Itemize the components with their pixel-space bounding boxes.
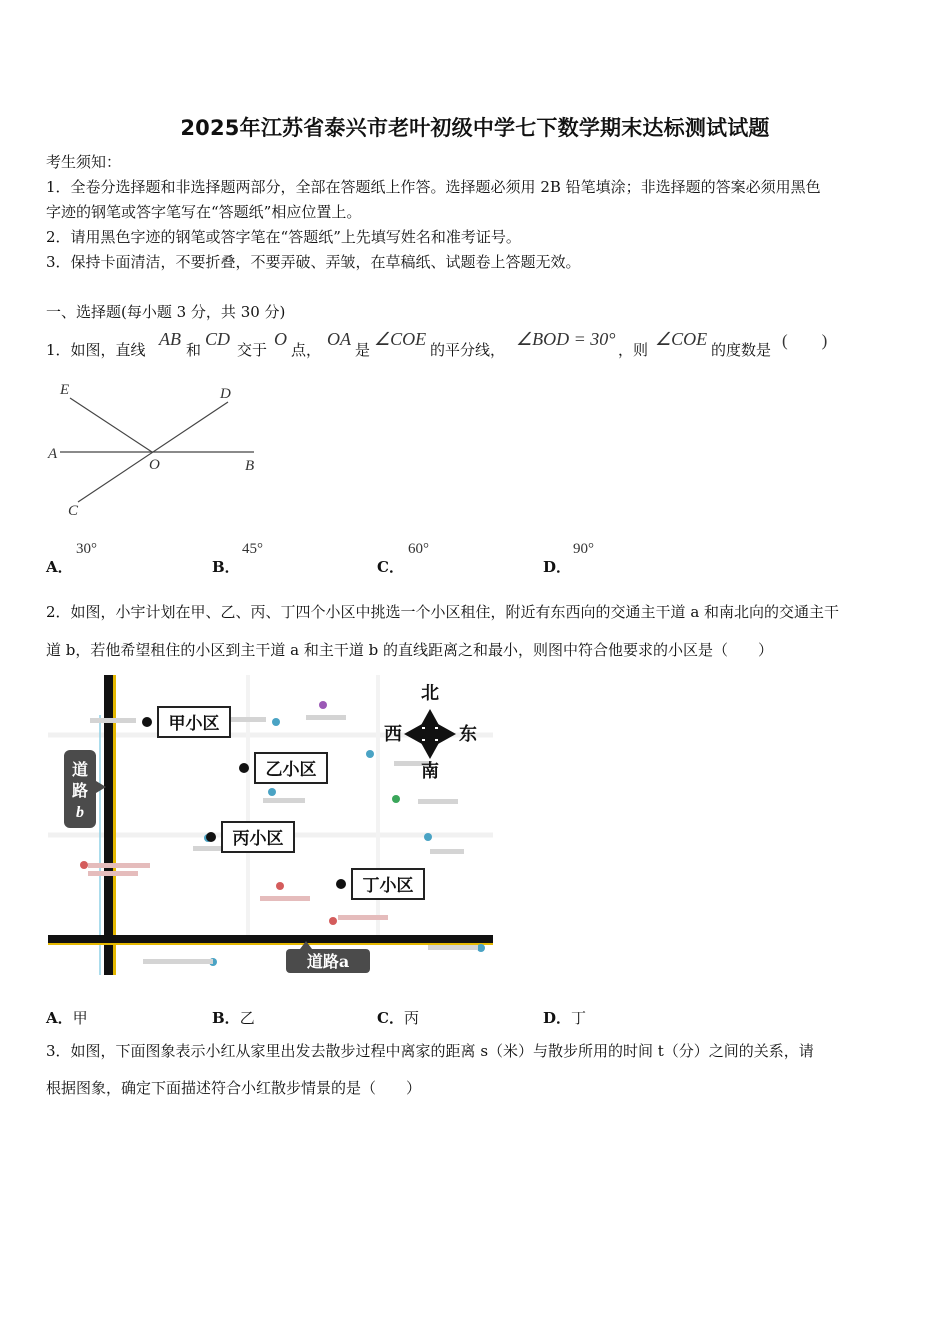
jia-marker <box>142 717 152 727</box>
q1-math-ab: AB <box>159 329 181 349</box>
compass-south: 南 <box>421 761 439 782</box>
q1-math-cd: CD <box>205 329 231 349</box>
q2-option-b[interactable] <box>212 1007 255 1028</box>
q2-map <box>48 675 493 975</box>
q1-math-coe-2: ∠COE <box>655 329 708 349</box>
label-a: A <box>48 446 58 462</box>
q1-text-1: 1．如图，直线 <box>46 341 146 359</box>
option-label: D． <box>543 558 572 576</box>
option-value: 丙 <box>403 1009 419 1027</box>
neighborhood-map <box>48 675 493 975</box>
road-b-char-2: 路 <box>71 781 89 800</box>
page-title: 2025年江苏省泰兴市老叶初级中学七下数学期末达标测试试题 <box>180 116 770 140</box>
ding-marker <box>336 879 346 889</box>
compass-west: 西 <box>384 724 402 745</box>
q1-option-d[interactable] <box>543 556 571 577</box>
option-label: B． <box>212 1009 240 1027</box>
road-b-char-3: b <box>76 804 84 821</box>
q1-option-d-value: 90° <box>573 541 594 557</box>
label-c: C <box>68 503 79 519</box>
q2-option-d[interactable] <box>543 1007 586 1028</box>
compass-north: 北 <box>421 683 439 704</box>
q2-option-c[interactable] <box>377 1007 419 1028</box>
option-label: A． <box>46 558 73 576</box>
q2-option-a[interactable] <box>46 1007 88 1028</box>
option-label: D． <box>543 1009 572 1027</box>
poi-icon <box>272 718 280 726</box>
label-b: B <box>245 458 255 474</box>
option-label: C． <box>377 1009 404 1027</box>
road-a-label: 道路a <box>306 952 350 971</box>
poi-icon <box>329 917 337 925</box>
poi-icon <box>268 788 276 796</box>
option-value: 甲 <box>72 1009 88 1027</box>
option-label: B． <box>212 558 240 576</box>
intersecting-lines-diagram <box>42 378 272 523</box>
notice-heading: 考生须知： <box>46 153 122 171</box>
poi-icon <box>319 701 327 709</box>
label-e: E <box>60 382 70 398</box>
q1-math-bod: ∠BOD = 30° <box>516 329 616 349</box>
q1-math-o: O <box>274 329 287 349</box>
q3-line-2: 根据图象，确定下面描述符合小红散步情景的是（ ） <box>46 1079 422 1097</box>
label-d: D <box>220 386 231 402</box>
q1-text-6: 的平分线， <box>430 341 506 359</box>
q1-math-oa: OA <box>327 329 351 349</box>
q1-paren: ( ) <box>782 331 828 350</box>
q1-option-c-value: 60° <box>408 541 429 557</box>
option-value: 丁 <box>571 1009 587 1027</box>
q2-line-2: 道 b，若他希望租住的小区到主干道 a 和主干道 b 的直线距离之和最小，则图中符合他要求的小区是（ ） <box>46 641 773 659</box>
notice-line-3: 3．保持卡面清洁，不要折叠，不要弄破、弄皱，在草稿纸、试题卷上答题无效。 <box>46 253 581 271</box>
label-o: O <box>149 457 160 473</box>
q2-line-1: 2．如图，小宇计划在甲、乙、丙、丁四个小区中挑选一个小区租住，附近有东西向的交通主干道 a 和南北向的交通主干 <box>46 603 840 621</box>
poi-icon <box>80 861 88 869</box>
option-value: 乙 <box>239 1009 255 1027</box>
q1-option-a-value: 30° <box>76 541 97 557</box>
yi-label: 乙小区 <box>265 760 317 780</box>
q1-math-coe: ∠COE <box>374 329 427 349</box>
notice-line-1a: 1．全卷分选择题和非选择题两部分，全部在答题纸上作答。选择题必须用 2B 铅笔填涂；非选择题的答案必须用黑色 <box>46 178 821 196</box>
q1-text-3: 交于 <box>237 341 268 359</box>
q1-text-4: 点， <box>291 341 322 359</box>
q1-text-5: 是 <box>355 341 371 359</box>
road-b-char-1: 道 <box>71 760 89 779</box>
ding-label: 丁小区 <box>362 876 414 896</box>
q1-text-7: ，则 <box>618 341 649 359</box>
q1-option-b-value: 45° <box>242 541 263 557</box>
q1-option-b[interactable] <box>212 556 240 577</box>
bing-label: 丙小区 <box>232 829 284 849</box>
q1-option-c[interactable] <box>377 556 404 577</box>
q1-option-a[interactable] <box>46 556 73 577</box>
q1-text-8: 的度数是 <box>711 341 772 359</box>
poi-icon <box>392 795 400 803</box>
option-label: A． <box>46 1009 73 1027</box>
q1-text-2: 和 <box>186 341 202 359</box>
poi-icon <box>276 882 284 890</box>
jia-label: 甲小区 <box>168 714 220 734</box>
q1-figure <box>42 378 272 523</box>
yi-marker <box>239 763 249 773</box>
notice-line-2: 2．请用黑色字迹的钢笔或答字笔在“答题纸”上先填写姓名和准考证号。 <box>46 228 521 246</box>
option-label: C． <box>377 558 404 576</box>
poi-icon <box>366 750 374 758</box>
compass-east: 东 <box>459 724 477 745</box>
notice-line-1b: 字迹的钢笔或答字笔写在“答题纸”相应位置上。 <box>46 203 362 221</box>
poi-icon <box>424 833 432 841</box>
bing-marker <box>206 832 216 842</box>
section-heading: 一、选择题(每小题 3 分，共 30 分) <box>46 303 286 321</box>
q3-line-1: 3．如图，下面图象表示小红从家里出发去散步过程中离家的距离 s（米）与散步所用的时间 t（分）之间的关系，请 <box>46 1042 814 1060</box>
poi-icon <box>477 944 485 952</box>
